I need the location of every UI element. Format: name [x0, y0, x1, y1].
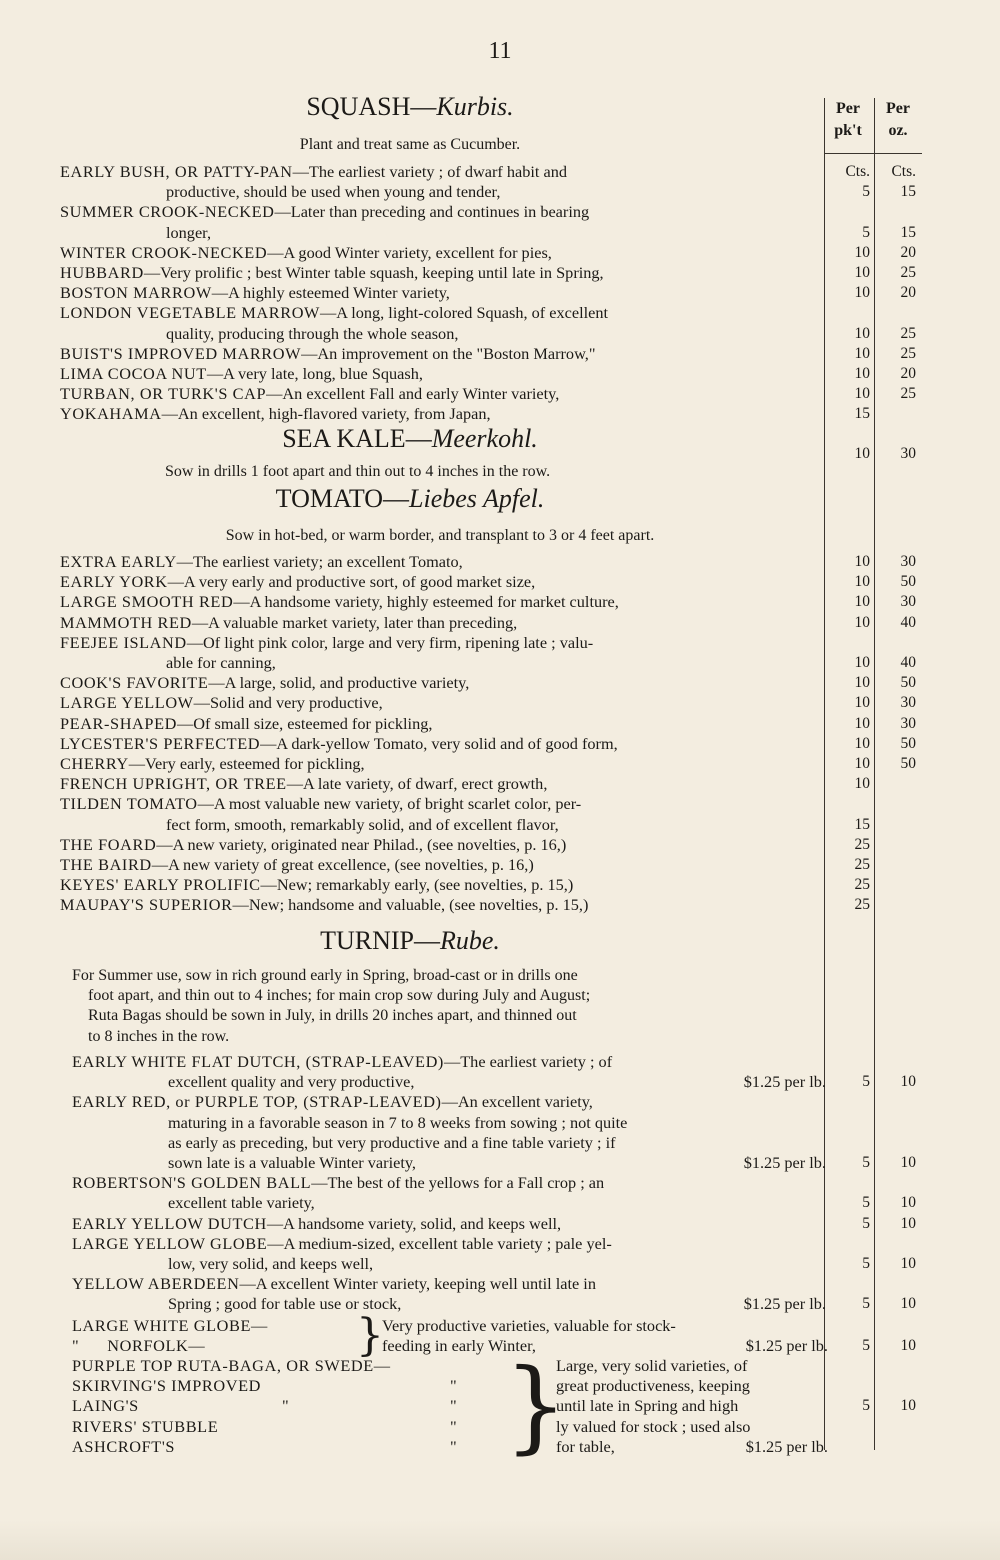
rutabaga-name: SKIRVING'S IMPROVED [72, 1376, 261, 1396]
turnip-note-line: For Summer use, sow in rich ground early in Spring, broad-cast or in drills one [72, 967, 578, 984]
rutabaga-desc-line: Large, very solid varieties, of [556, 1356, 748, 1375]
variety-description: —A excellent Winter variety, keeping well until late in [239, 1274, 596, 1294]
globe-group-desc [382, 1316, 828, 1356]
variety-description: —A handsome variety, solid, and keeps well, [266, 1213, 562, 1233]
variety-name: MAMMOTH RED [60, 612, 192, 632]
turnip-pkt-price: 5 [862, 1154, 870, 1171]
variety-name: EXTRA EARLY [60, 552, 177, 571]
entry-continuation: longer, [166, 222, 212, 242]
rutabaga-name: LAING'S [72, 1396, 139, 1416]
catalog-entry [60, 364, 822, 384]
per-pound-price: $1.25 per lb. [743, 1294, 826, 1314]
cents-label-oz: Cts. [891, 163, 916, 180]
variety-description: —An excellent, high-flavored variety, from Japan, [161, 404, 491, 424]
variety-name: LARGE SMOOTH RED [60, 592, 234, 612]
catalog-entry [60, 673, 822, 693]
page-bottom-edge [0, 1520, 1000, 1560]
variety-description: —Solid and very productive, [193, 693, 383, 713]
variety-name: TILDEN TOMATO [60, 794, 198, 814]
variety-name: WINTER CROOK-NECKED [60, 242, 268, 262]
variety-description: —A medium-sized, excellent table variety ; pale yel- [267, 1233, 612, 1253]
catalog-entry [72, 1274, 828, 1314]
catalog-entry [60, 344, 822, 364]
squash-pkt-price: 10 [854, 344, 870, 362]
variety-description: —The best of the yellows for a Fall crop ; an [311, 1173, 605, 1193]
continuation-text: Spring ; good for table use or stock, [168, 1294, 402, 1314]
squash-oz-price: 25 [900, 344, 916, 362]
variety-name: FEEJEE ISLAND [60, 632, 187, 652]
turnip-note-line: to 8 inches in the row. [88, 1027, 230, 1045]
turnip-pkt-price: 5 [862, 1214, 870, 1232]
variety-description: —A good Winter variety, excellent for pies, [267, 242, 552, 262]
per-pound-price: $1.25 per lb. [743, 1072, 826, 1092]
rutabaga-pkt-price: 5 [862, 1397, 870, 1414]
squash-pkt-price: 10 [854, 324, 870, 342]
rutabaga-desc-line: ly valued for stock ; used also [556, 1416, 751, 1436]
turnip-note [72, 966, 826, 1047]
ditto-mark: " [450, 1416, 457, 1436]
page-number: 11 [488, 38, 512, 64]
variety-description: —A most valuable new variety, of bright scarlet color, per- [197, 794, 582, 814]
variety-description: —Of small size, esteemed for pickling, [176, 713, 433, 733]
rutabaga-name: ASHCROFT'S [72, 1436, 176, 1456]
tomato-oz-price: 50 [900, 734, 916, 752]
entry-line [60, 693, 822, 713]
tomato-pkt-price: 10 [854, 573, 870, 591]
entry-continuation [72, 1133, 828, 1153]
rutabaga-brace-icon: } [504, 1347, 568, 1464]
variety-description: —The earliest variety; an excellent Tomato, [176, 552, 463, 571]
catalog-entry [60, 714, 822, 734]
squash-oz-price: 15 [900, 183, 916, 201]
entry-line [60, 552, 822, 572]
tomato-oz-price: 30 [900, 714, 916, 732]
entry-line [72, 1234, 828, 1254]
entry-continuation: fect form, smooth, remarkably solid, and of excellent flavor, [166, 814, 559, 834]
rutabaga-name: RIVERS' STUBBLE [72, 1416, 219, 1436]
variety-description: —A new variety of great excellence, (see novelties, p. 16,) [151, 855, 534, 874]
variety-name: ROBERTSON'S GOLDEN BALL [72, 1173, 312, 1193]
entry-continuation: able for canning, [166, 653, 276, 672]
cents-label-pkt: Cts. [845, 163, 870, 180]
catalog-entry [60, 693, 822, 713]
tomato-oz-price: 30 [900, 553, 916, 570]
squash-pkt-price: 5 [862, 223, 870, 241]
variety-name: EARLY YORK [60, 572, 168, 592]
catalog-entry [72, 1234, 828, 1274]
rutabaga-desc-row [556, 1437, 828, 1457]
squash-title: SQUASH—Kurbis. [306, 92, 514, 121]
ditto-mark: " [450, 1396, 457, 1416]
entry-line [60, 404, 822, 424]
entry-line [72, 1173, 828, 1193]
catalog-entry [60, 754, 822, 774]
entry-line [72, 1214, 828, 1234]
entry-line [72, 1092, 828, 1112]
turnip-oz-price: 10 [900, 1255, 916, 1272]
variety-name: LONDON VEGETABLE MARROW [60, 303, 321, 323]
globe-lb-price: $1.25 per lb. [745, 1336, 828, 1356]
rutabaga-oz-price: 10 [900, 1397, 916, 1414]
globe-group-names [72, 1316, 268, 1356]
variety-name: KEYES' EARLY PROLIFIC [60, 875, 261, 895]
globe-name: " NORFOLK— [72, 1336, 206, 1356]
entry-line [60, 835, 822, 855]
tomato-pkt-price: 10 [854, 613, 870, 631]
variety-name: LIMA COCOA NUT [60, 364, 207, 383]
turnip-pkt-price: 5 [862, 1073, 870, 1091]
variety-description: —New; remarkably early, (see novelties, p. 15,) [260, 875, 574, 895]
squash-oz-price: 15 [900, 223, 916, 241]
tomato-pkt-price: 10 [854, 593, 870, 611]
variety-name: BUIST'S IMPROVED MARROW [60, 343, 302, 363]
tomato-oz-price: 50 [900, 674, 916, 692]
variety-name: HUBBARD [60, 263, 144, 282]
continuation-text: maturing in a favorable season in 7 to 8 weeks from sowing ; not quite [168, 1112, 628, 1132]
catalog-entry [60, 734, 822, 754]
entry-continuation [72, 1294, 828, 1314]
catalog-entry [72, 1214, 828, 1234]
entry-line [60, 794, 822, 814]
turnip-oz-price: 10 [900, 1214, 916, 1232]
variety-name: EARLY WHITE FLAT DUTCH, (STRAP-LEAVED) [72, 1052, 444, 1071]
entry-line [60, 592, 822, 612]
tomato-title: TOMATO—Liebes Apfel. [275, 484, 545, 513]
turnip-pkt-price: 5 [862, 1194, 870, 1212]
entry-line [60, 734, 822, 754]
continuation-text: low, very solid, and keeps well, [168, 1254, 374, 1273]
entry-line [60, 875, 822, 895]
squash-oz-price: 25 [900, 385, 916, 403]
entry-line [60, 895, 822, 915]
catalog-entry [60, 202, 822, 242]
entry-line [72, 1274, 828, 1294]
entry-line [60, 283, 822, 303]
catalog-entry [60, 835, 822, 855]
variety-name: COOK'S FAVORITE [60, 673, 209, 693]
globe-name: LARGE WHITE GLOBE— [72, 1316, 268, 1335]
entry-continuation [72, 1193, 828, 1213]
variety-description: —A dark-yellow Tomato, very solid and of good form, [260, 733, 618, 753]
continuation-text: as early as preceding, but very productive and a fine table variety ; if [168, 1132, 616, 1152]
variety-name: EARLY RED, or PURPLE TOP, (STRAP-LEAVED) [72, 1092, 442, 1112]
ditto-mark: " [282, 1396, 289, 1416]
globe-desc-line: feeding in early Winter, [382, 1336, 536, 1356]
catalog-entry [60, 613, 822, 633]
entry-continuation [72, 1153, 828, 1173]
entry-line [60, 714, 822, 734]
column-rule-middle [874, 98, 875, 1450]
variety-name: YELLOW ABERDEEN [72, 1274, 240, 1294]
continuation-text: excellent quality and very productive, [168, 1072, 415, 1092]
rutabaga-row [72, 1396, 532, 1416]
catalog-entry [72, 1052, 828, 1092]
squash-oz-price: 25 [900, 324, 916, 342]
variety-name: MAUPAY'S SUPERIOR [60, 895, 233, 915]
catalog-entry [60, 162, 822, 202]
rutabaga-row [72, 1417, 532, 1437]
globe-desc-row [382, 1336, 828, 1356]
ditto-mark: " [450, 1436, 457, 1456]
variety-description: —Later than preceding and continues in bearing [274, 202, 590, 222]
variety-name: TURBAN, OR TURK'S CAP [60, 384, 267, 404]
catalog-entry [72, 1092, 828, 1173]
tomato-pkt-price: 10 [854, 694, 870, 712]
entry-continuation: quality, producing through the whole season, [166, 323, 459, 343]
variety-description: —The earliest variety ; of [443, 1052, 613, 1071]
header-rule [824, 153, 922, 154]
tomato-pkt-price: 10 [854, 775, 870, 793]
tomato-pkt-price: 10 [854, 674, 870, 692]
squash-pkt-price: 10 [854, 365, 870, 382]
variety-description: —Very prolific ; best Winter table squash, keeping until late in Spring, [143, 263, 604, 282]
squash-pkt-price: 15 [854, 405, 870, 423]
squash-pkt-price: 10 [854, 385, 870, 403]
tomato-pkt-price: 10 [854, 734, 870, 752]
rutabaga-row [72, 1376, 532, 1396]
variety-name: LYCESTER'S PERFECTED [60, 733, 261, 753]
variety-name: CHERRY [60, 754, 129, 773]
variety-description: —A highly esteemed Winter variety, [211, 283, 450, 303]
squash-oz-price: 20 [900, 365, 916, 382]
turnip-note-line: Ruta Bagas should be sown in July, in drills 20 inches apart, and thinned out [88, 1007, 577, 1025]
ditto-mark: " [450, 1376, 457, 1396]
entry-continuation: productive, should be used when young and tender, [166, 182, 501, 202]
globe-pkt-price: 5 [862, 1337, 870, 1354]
entry-line [60, 364, 822, 384]
entry-continuation [72, 1254, 828, 1274]
entry-line [60, 344, 822, 364]
tomato-oz-price: 50 [900, 755, 916, 772]
turnip-oz-price: 10 [900, 1194, 916, 1212]
squash-pkt-price: 10 [854, 264, 870, 281]
entry-line [60, 162, 822, 182]
sea-kale-pkt-price: 10 [854, 445, 870, 462]
variety-name: EARLY YELLOW DUTCH [72, 1213, 267, 1233]
catalog-entry [60, 572, 822, 592]
catalog-entry [60, 592, 822, 612]
tomato-pkt-price: 15 [854, 815, 870, 833]
tomato-oz-price: 50 [900, 573, 916, 591]
tomato-pkt-price: 10 [854, 654, 870, 671]
tomato-pkt-price: 10 [854, 553, 870, 570]
catalog-entry [60, 384, 822, 404]
variety-name: PEAR-SHAPED [60, 713, 177, 733]
rutabaga-row [72, 1437, 532, 1457]
squash-pkt-price: 10 [854, 243, 870, 261]
squash-oz-price: 20 [900, 243, 916, 261]
turnip-oz-price: 10 [900, 1073, 916, 1091]
entry-line [60, 673, 822, 693]
squash-oz-price: 25 [900, 264, 916, 281]
rutabaga-lb-price: $1.25 per lb. [745, 1436, 828, 1456]
globe-desc-line: Very productive varieties, valuable for stock- [382, 1316, 676, 1335]
rutabaga-group-names [72, 1356, 532, 1457]
entry-line [60, 633, 822, 653]
catalog-entry [60, 404, 822, 424]
variety-name: LARGE YELLOW GLOBE [72, 1233, 268, 1253]
turnip-pkt-price: 5 [862, 1295, 870, 1313]
sea-kale-note: Sow in drills 1 foot apart and thin out to 4 inches in the row. [165, 463, 551, 480]
catalog-entry [60, 303, 822, 343]
sea-kale-title: SEA KALE—Meerkohl. [282, 424, 538, 453]
tomato-pkt-price: 25 [854, 876, 870, 894]
catalog-entry [60, 283, 822, 303]
variety-description: —An excellent Fall and early Winter variety, [266, 384, 560, 404]
squash-oz-price: 20 [900, 284, 916, 302]
variety-description: —An improvement on the "Boston Marrow," [301, 343, 596, 363]
variety-name: THE BAIRD [60, 855, 152, 874]
catalog-entry [72, 1173, 828, 1213]
variety-description: —A very early and productive sort, of good market size, [167, 572, 536, 592]
variety-description: —A new variety, originated near Philad., (see novelties, p. 16,) [156, 834, 567, 854]
sea-kale-oz-price: 30 [900, 445, 916, 462]
rutabaga-desc-line: great productiveness, keeping [556, 1376, 750, 1396]
variety-description: —A valuable market variety, later than preceding, [191, 612, 518, 632]
tomato-pkt-price: 25 [854, 896, 870, 914]
per-pound-price: $1.25 per lb. [743, 1153, 826, 1172]
variety-name: YOKAHAMA [60, 404, 162, 424]
catalog-entry [60, 794, 822, 834]
entry-line [60, 384, 822, 404]
variety-description: —A long, light-colored Squash, of excellent [320, 303, 609, 323]
entry-line [60, 754, 822, 774]
catalog-entry [60, 895, 822, 915]
variety-name: BOSTON MARROW [60, 283, 212, 303]
turnip-note-line: foot apart, and thin out to 4 inches; for main crop sow during July and August; [88, 987, 591, 1005]
continuation-text: excellent table variety, [168, 1193, 315, 1213]
rutabaga-desc-line: for table, [556, 1436, 615, 1456]
entry-continuation [72, 1072, 828, 1092]
entry-continuation [72, 1113, 828, 1133]
tomato-oz-price: 40 [900, 613, 916, 631]
entry-line [60, 572, 822, 592]
tomato-oz-price: 40 [900, 654, 916, 671]
continuation-text: sown late is a valuable Winter variety, [168, 1153, 417, 1172]
squash-note: Plant and treat same as Cucumber. [299, 136, 521, 153]
turnip-oz-price: 10 [900, 1154, 916, 1171]
per-packet-header: Per pk't [834, 100, 862, 139]
per-ounce-header: Per oz. [886, 100, 910, 139]
entry-line [60, 774, 822, 794]
turnip-pkt-price: 5 [862, 1255, 870, 1272]
tomato-pkt-price: 25 [854, 835, 870, 853]
variety-description: —New; handsome and valuable, (see novelties, p. 15,) [232, 895, 589, 915]
catalog-entry [60, 263, 822, 283]
variety-name: SUMMER CROOK-NECKED [60, 202, 275, 222]
tomato-oz-price: 30 [900, 593, 916, 611]
variety-name: LARGE YELLOW [60, 693, 194, 713]
entry-line [60, 202, 822, 222]
tomato-pkt-price: 10 [854, 755, 870, 772]
catalog-entry [60, 552, 822, 572]
rutabaga-name: PURPLE TOP RUTA-BAGA, OR SWEDE— [72, 1356, 391, 1375]
tomato-pkt-price: 10 [854, 714, 870, 732]
rutabaga-group-desc [556, 1356, 828, 1457]
variety-name: FRENCH UPRIGHT, OR TREE [60, 774, 287, 794]
variety-description: —Of light pink color, large and very firm, ripening late ; valu- [186, 632, 594, 652]
variety-description: —A handsome variety, highly esteemed for market culture, [233, 592, 619, 612]
variety-description: —An excellent variety, [441, 1092, 593, 1112]
variety-description: —A large, solid, and productive variety, [208, 673, 470, 693]
globe-brace-icon: } [356, 1310, 384, 1361]
rutabaga-desc-line: until late in Spring and high [556, 1396, 739, 1416]
variety-name: EARLY BUSH, OR PATTY-PAN [60, 162, 293, 181]
catalog-entry [60, 774, 822, 794]
tomato-oz-price: 30 [900, 694, 916, 712]
variety-name: THE FOARD [60, 834, 157, 854]
turnip-title: TURNIP—Rube. [320, 926, 500, 955]
squash-pkt-price: 5 [862, 183, 870, 201]
entry-line [60, 303, 822, 323]
variety-description: —The earliest variety ; of dwarf habit and [292, 162, 568, 181]
catalog-entry [60, 243, 822, 263]
entry-line [60, 243, 822, 263]
entry-line [72, 1052, 828, 1072]
variety-description: —A late variety, of dwarf, erect growth, [286, 774, 548, 794]
entry-line [60, 613, 822, 633]
entry-line [60, 263, 822, 283]
variety-description: —Very early, esteemed for pickling, [128, 754, 365, 773]
turnip-oz-price: 10 [900, 1295, 916, 1313]
variety-description: —A very late, long, blue Squash, [206, 364, 423, 383]
entry-line [60, 855, 822, 875]
catalog-entry [60, 633, 822, 673]
catalog-entry [60, 875, 822, 895]
catalog-entry [60, 855, 822, 875]
globe-oz-price: 10 [900, 1337, 916, 1354]
squash-pkt-price: 10 [854, 284, 870, 302]
tomato-pkt-price: 25 [854, 856, 870, 873]
tomato-note: Sow in hot-bed, or warm border, and transplant to 3 or 4 feet apart. [225, 527, 655, 544]
